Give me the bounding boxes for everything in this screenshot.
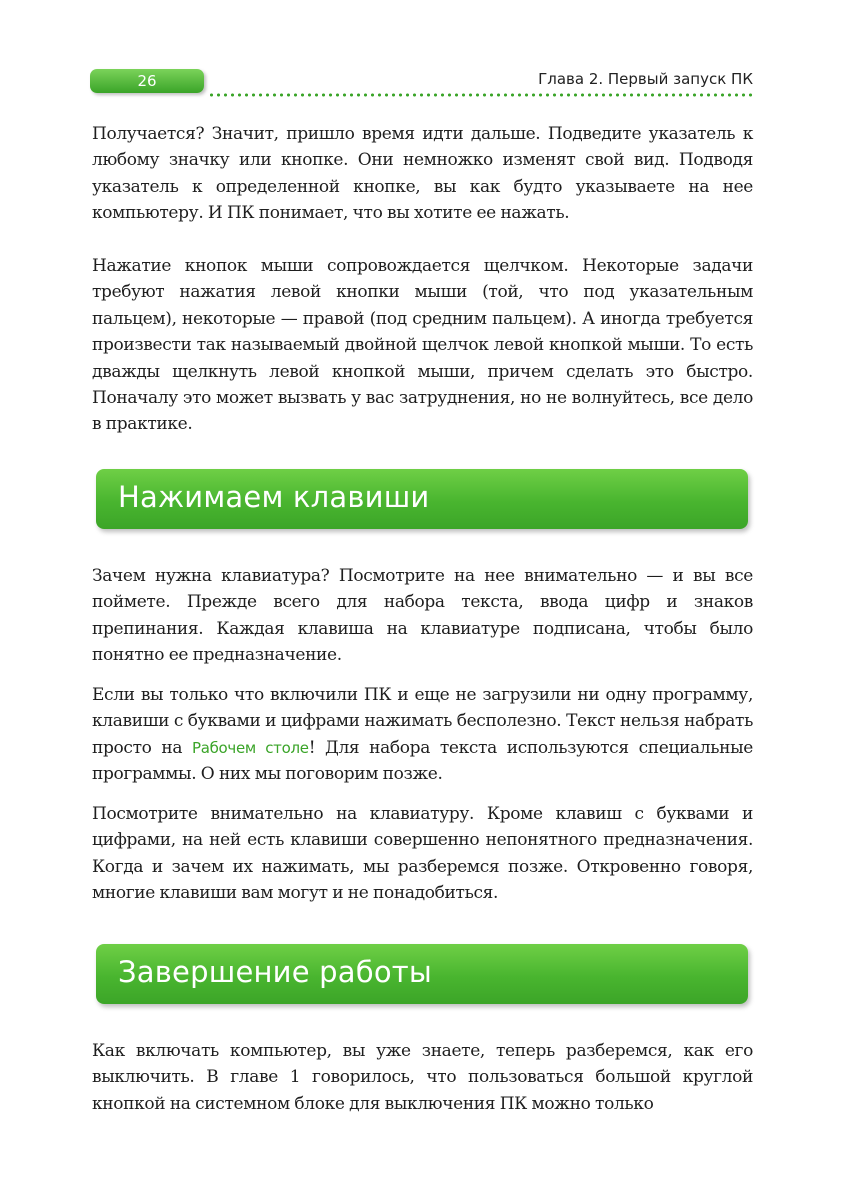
chapter-title: Глава 2. Первый запуск ПК <box>538 70 753 88</box>
paragraph-4 <box>92 682 753 788</box>
paragraph-4-text-end: ! Для набора текста используются специальные программы. О них мы поговорим позже. <box>92 737 754 785</box>
paragraph-2: Нажатие кнопок мыши сопровождается щелчком. Некоторые задачи требуют нажатия левой кнопки мыши (той, что под указательным пальцем), некоторые — правой (под средним пальцем). А иногда требуется произвести так называемый двойной щелчок левой кнопкой мыши. То есть дважды щелкнуть левой кнопкой мыши, причем сделать это быстро. Поначалу это может вызвать у вас затруднения, но не волнуйтесь, все дело в практике. <box>92 256 753 435</box>
page-number: 26 <box>90 69 204 93</box>
section-heading-keys <box>96 469 748 529</box>
section-heading-shutdown <box>96 944 748 1004</box>
paragraph-6: Как включать компьютер, вы уже знаете, теперь разберемся, как его выключить. В главе 1 говорилось, что пользоваться большой круглой кнопкой на системном блоке для выключения ПК можно только <box>92 1041 753 1114</box>
section-title-shutdown: Завершение работы <box>118 955 432 989</box>
running-header <box>90 66 753 100</box>
paragraph-3: Зачем нужна клавиатура? Посмотрите на нее внимательно — и вы все поймете. Прежде всего для набора текста, ввода цифр и знаков препинания. Каждая клавиша на клавиатуре подписана, чтобы было понятно ее предназначение. <box>92 566 753 666</box>
dotted-divider <box>208 93 753 97</box>
desktop-term: Рабочем столе <box>191 738 309 757</box>
paragraph-1: Получается? Значит, пришло время идти дальше. Подведите указатель к любому значку или кнопке. Они немножко изменят свой вид. Подводя указатель к определенной кнопке, вы как будто указываете на нее компьютеру. И ПК понимает, что вы хотите ее нажать. <box>92 124 753 224</box>
section-title-keys: Нажимаем клавиши <box>118 480 430 514</box>
paragraph-4-text-start: Если вы только что включили ПК и еще не загрузили ни одну программу, клавиши с буквами и цифрами нажимать бесполезно. Текст нельзя набрать просто на <box>92 685 753 758</box>
paragraph-5: Посмотрите внимательно на клавиатуру. Кроме клавиш с буквами и цифрами, на ней есть клавиши совершенно непонятного предназначения. Когда и зачем их нажимать, мы разберемся позже. Откровенно говоря, многие клавиши вам могут и не понадобиться. <box>92 804 753 904</box>
